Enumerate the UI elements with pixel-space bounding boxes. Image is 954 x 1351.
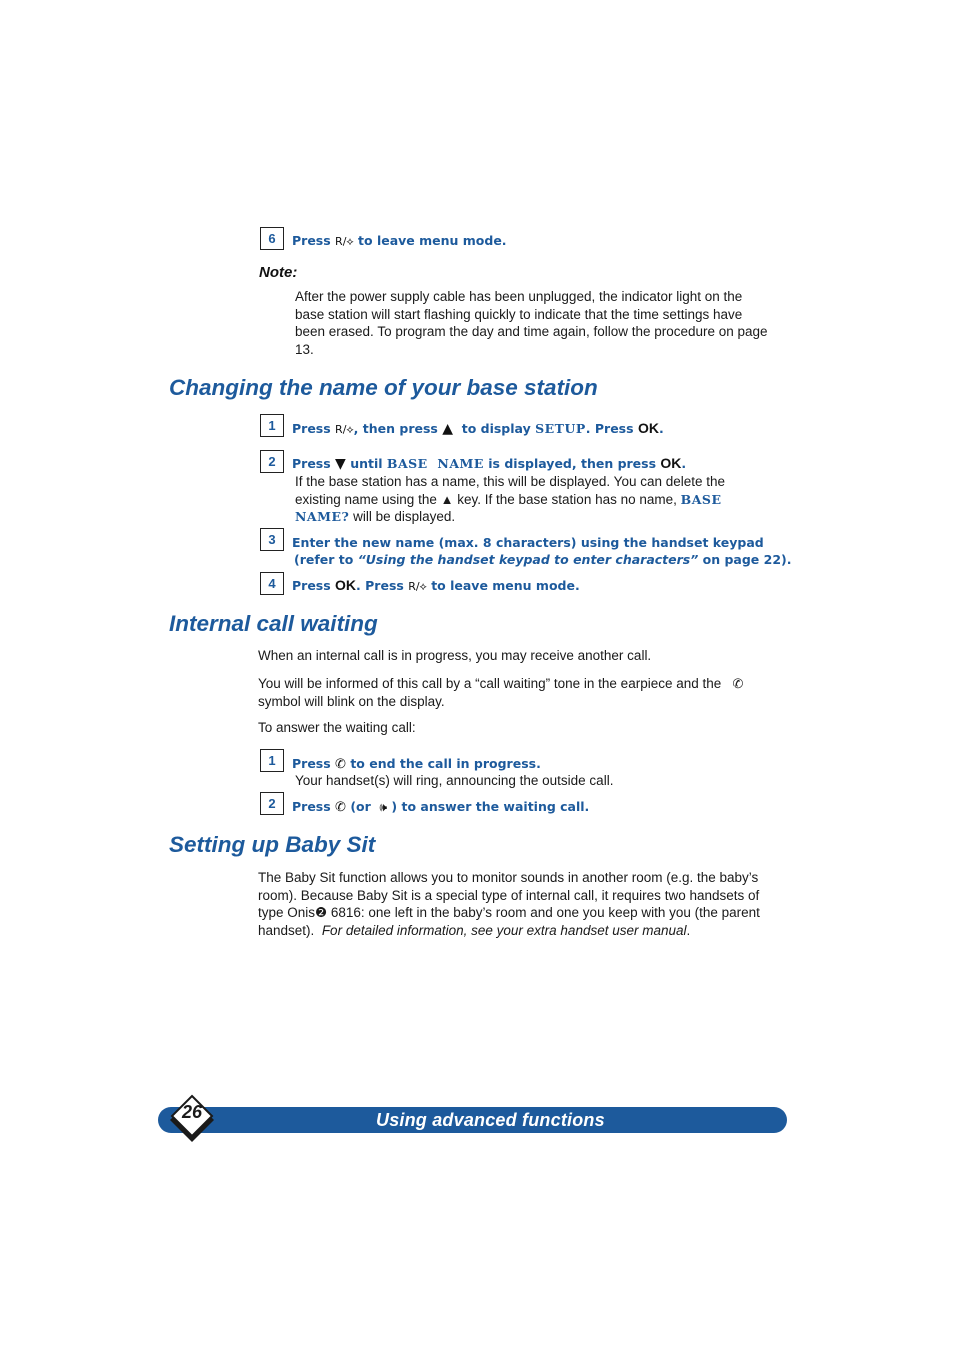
step-number: 3 [268, 532, 276, 547]
ok-key-icon: OK [335, 577, 357, 593]
section-heading: Internal call waiting [169, 611, 378, 636]
instruction-text: to display [461, 421, 531, 436]
step-number-box [260, 792, 284, 815]
page-number: 26 [181, 1102, 203, 1122]
step-instruction [292, 534, 792, 568]
up-arrow-icon: ▲ [440, 491, 454, 507]
step-instruction [292, 755, 541, 773]
body-text: will be displayed. [353, 509, 456, 524]
page-number-badge [174, 1098, 214, 1138]
instruction-text: Press [292, 756, 331, 771]
instruction-text: . [681, 456, 687, 471]
ok-key-icon: OK [637, 420, 659, 436]
body-paragraph: To answer the waiting call: [258, 720, 416, 735]
instruction-text: is displayed, then press [488, 456, 657, 471]
body-text: symbol will blink on the display. [258, 693, 445, 709]
step-number: 1 [268, 753, 276, 768]
body-text: If the base station has a name, this will be displayed. You can delete the existing name using the [295, 474, 726, 507]
cross-reference: “Using the handset keypad to enter characters” [357, 552, 699, 567]
phone-icon: ✆ [335, 757, 346, 772]
ok-key-icon: OK [660, 455, 682, 471]
up-arrow-icon: ▲ [442, 421, 453, 437]
step-number-box [260, 749, 284, 772]
step-instruction [292, 232, 507, 250]
instruction-text: Enter the new name (max. 8 characters) using the handset keypad [292, 535, 764, 550]
body-text: . [686, 922, 691, 938]
speaker-icon: 🕪 [379, 800, 388, 814]
body-text: You will be informed of this call by a “call waiting” tone in the earpiece and the [258, 676, 722, 691]
body-text: The Baby Sit function allows you to monitor sounds in another room (e.g. the baby’s room). Because Baby Sit is a special type of internal call, it requires two handsets of type Onis❷ 6816: one left in the baby’s room and one you keep with you (the parent handset). [258, 870, 760, 938]
step-number: 2 [268, 796, 276, 811]
recall-key-icon: R/⟡ [408, 580, 427, 593]
step-number-box [260, 528, 284, 551]
instruction-text: . Press [356, 578, 404, 593]
footer-title: Using advanced functions [376, 1110, 605, 1130]
instruction-text: until [350, 456, 383, 471]
note-label: Note: [259, 264, 298, 281]
step-body-text [295, 473, 765, 526]
instruction-text: (or [350, 799, 371, 814]
body-paragraph: When an internal call is in progress, you may receive another call. [258, 648, 652, 663]
cross-reference: For detailed information, see your extra handset user manual [321, 922, 687, 938]
step-number: 2 [268, 454, 276, 469]
display-text: BASE NAME [386, 456, 484, 471]
step-number-box [260, 227, 284, 250]
display-text: SETUP [535, 421, 586, 436]
instruction-text: . Press [585, 421, 634, 436]
body-paragraph [258, 675, 778, 710]
phone-icon: ✆ [335, 800, 346, 815]
step-number: 6 [268, 231, 276, 246]
step-instruction [292, 455, 686, 473]
step-instruction [292, 577, 580, 595]
section-heading: Setting up Baby Sit [169, 832, 376, 857]
instruction-text: on page 22). [702, 552, 792, 567]
step-body-text: Your handset(s) will ring, announcing the outside call. [295, 773, 614, 788]
instruction-text: (refer to [294, 552, 354, 567]
instruction-text: ) to answer the waiting call. [391, 799, 590, 814]
recall-key-icon: R/⟡ [335, 235, 354, 248]
down-arrow-icon: ▼ [335, 456, 346, 472]
instruction-text: Press [292, 233, 331, 248]
instruction-text: Press [292, 799, 331, 814]
step-number: 1 [268, 418, 276, 433]
step-number: 4 [268, 576, 276, 591]
step-number-box [260, 414, 284, 437]
instruction-text: Press [292, 421, 331, 436]
instruction-text: to leave menu mode. [431, 578, 580, 593]
step-instruction [292, 798, 589, 816]
instruction-text: , then press [353, 421, 438, 436]
instruction-text: to end the call in progress. [350, 756, 541, 771]
phone-icon: ✆ [732, 676, 744, 691]
section-heading: Changing the name of your base station [169, 375, 598, 400]
display-text: BASE NAME? [295, 491, 722, 524]
body-text: key. If the base station has no name, [457, 491, 677, 507]
step-number-box [260, 450, 284, 473]
instruction-text: . [658, 421, 664, 436]
instruction-text: Press [292, 578, 331, 593]
body-paragraph [258, 869, 778, 939]
step-instruction [292, 420, 664, 438]
step-number-box [260, 572, 284, 595]
instruction-text: Press [292, 456, 331, 471]
note-text: After the power supply cable has been unplugged, the indicator light on the base station will start flashing quickly to indicate that the time settings have been erased. To program the day and time again, follow the procedure on page 13. [295, 289, 768, 357]
recall-key-icon: R/⟡ [335, 423, 354, 436]
instruction-text: to leave menu mode. [358, 233, 507, 248]
